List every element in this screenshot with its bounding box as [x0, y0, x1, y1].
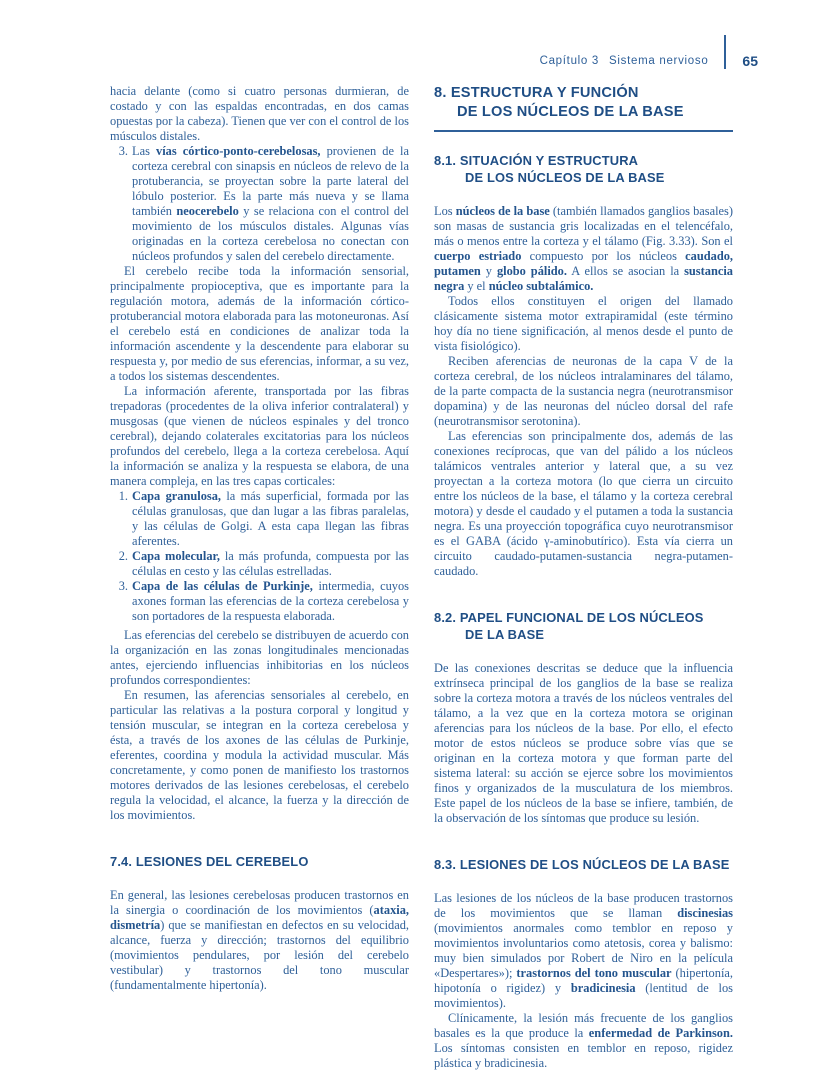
paragraph-parkinson — [434, 1011, 733, 1071]
paragraph-discinesias — [434, 891, 733, 1011]
term-ataxia-dismetria: ataxia, dismetría — [110, 903, 409, 932]
paragraph-eferencias-base: Las eferencias son principalmente dos, además de las conexiones recíprocas, que van del pálido a los núcleos talámicos ventrales anterior y lateral que, a su vez proyectan a la corteza motora (lo que cierra un circuito entre los núcleos de la base, el tálamo y la corteza cerebral motora) y desde el caudado y el putamen a toda la sustancia negra. Es una proyección topográfica cuyo neurotransmisor es el GABA (ácido γ-aminobutírico). Esta vía cierra un circuito caudado-putamen-sustancia negra-putamen-caudado. — [434, 429, 733, 579]
paragraph-resumen: En resumen, las aferencias sensoriales al cerebelo, en particular las relativas a la postura corporal y longitud y tensión muscular, se integran en la corteza cerebelosa y ésta, a través de los axones de las células de Purkinje, eferentes, coordina y modula la actividad muscular. Más concretamente, y como ponen de manifiesto los trastornos motores derivados de las lesiones cerebelosas, el cerebelo regula la velocidad, el alcance, la fuerza y la dirección de los movimientos. — [110, 688, 409, 822]
text-run: Las lesiones de los núcleos de la base producen trastornos de los movimientos que se llaman — [434, 891, 733, 921]
text-run: Clínicamente, la lesión más frecuente de los ganglios basales es la que produce la — [434, 1011, 733, 1041]
right-column — [434, 84, 733, 1071]
list-item-number: 3. — [118, 144, 128, 158]
list-item-lead: Las — [132, 144, 156, 158]
paragraph-nucleos-base — [434, 204, 733, 294]
left-column — [110, 84, 409, 993]
paragraph-extrapiramidal: Todos ellos constituyen el origen del llamado clásicamente sistema motor extrapiramidal (este término hoy día no tiene significación, al menos desde el punto de vista fisiológico). — [434, 294, 733, 354]
paragraph-papel-funcional: De las conexiones descritas se deduce que la influencia extrínseca principal de los ganglios de la base se realiza sobre la corteza motora a través de los núcleos ventrales del tálamo, a la vez que en la corteza motora se originan aferencias para los núcleos de la base. Por ello, el efecto motor de estos núcleos se produce sobre vías que se originan en la corteza motora y que forman parte del sistema lateral: su acción se ejerce sobre los movimientos finos y organizados de la musculatura de los miembros. Este papel de los núcleos de la base se infiere, también, de la observación de los síntomas que produce su lesión. — [434, 661, 733, 826]
paragraph-lesiones-text-1: En general, las lesiones cerebelosas producen trastornos en la sinergia o coordinación de los movimientos ( — [110, 888, 409, 917]
heading-8-1-line1: SITUACIÓN Y ESTRUCTURA — [459, 153, 639, 169]
heading-8-number: 8. — [434, 85, 447, 101]
list-item-number: 1. — [118, 489, 128, 503]
heading-8-underline — [434, 130, 733, 132]
text-run: y — [480, 264, 497, 279]
heading-8-2-number: 8.2. — [434, 610, 457, 626]
text-run: (lentitud de los movimientos). — [434, 981, 733, 1011]
text-run: Los síntomas consisten en temblor en reposo, rigidez plástica y bradicinesia. — [434, 1041, 733, 1071]
term-globo-palido: globo pálido. — [496, 264, 567, 279]
term-sustancia-negra: sustancia negra — [434, 264, 733, 294]
heading-8-line1: ESTRUCTURA Y FUNCIÓN — [450, 85, 639, 101]
term-capa-purkinje: Capa de las células de Purkinje, — [132, 579, 313, 593]
heading-8-3-number: 8.3. — [434, 857, 457, 873]
paragraph-aferencias: Reciben aferencias de neuronas de la capa V de la corteza cerebral, de los núcleos intralaminares del tálamo, de la parte compacta de la sustancia negra (neurotransmisor dopamina) y de las neuronas del núcleo dorsal del rafe (neurotransmisor serotonina). — [434, 354, 733, 429]
heading-8-1 — [434, 152, 733, 186]
header-section-label: Sistema nervioso — [609, 55, 709, 67]
term-nucleos-de-la-base: núcleos de la base — [455, 204, 550, 219]
list-item-text-2: y se relaciona con el control del movimiento de los músculos distales. Algunas vías originadas en la corteza cerebelosa no conectan con núcleos profundos y salen del cerebelo directamente. — [132, 204, 410, 263]
heading-7-4 — [110, 853, 409, 870]
spacer — [434, 826, 733, 856]
term-discinesias: discinesias — [677, 906, 733, 921]
term-nucleo-subtalamico: núcleo subtalámico. — [488, 279, 594, 294]
header-chapter-label: Capítulo 3 — [539, 55, 600, 67]
text-run: A ellos se asocian la — [566, 264, 685, 279]
text-run: (también llamados ganglios basales) son masas de sustancia gris localizadas en el telencéfalo, más o menos entre la corteza y el tálamo (Fig. 3.33). Son el — [434, 204, 733, 249]
heading-8-2-line2: DE LA BASE — [465, 627, 545, 643]
list-item — [110, 144, 409, 264]
heading-8-1-number: 8.1. — [434, 153, 457, 169]
spacer — [434, 873, 733, 891]
term-capa-molecular: Capa molecular, — [132, 549, 221, 563]
paragraph-informacion-aferente: La información aferente, transportada por las fibras trepadoras (procedentes de la oliva inferior contralateral) y musgosas (que vienen de núcleos espinales y del tronco cerebral), dejando colaterales excitatorias para los núcleos profundos del cerebelo, llega a la corteza cerebelosa. Aquí la información se analiza y la respuesta se elabora, de una manera compleja, en las tres capas corticales: — [110, 384, 409, 488]
term-caudado-putamen: caudado, putamen — [434, 249, 734, 279]
list-item-number: 3. — [118, 579, 128, 593]
term-neocerebelo: neocerebelo — [176, 204, 239, 218]
term-bradicinesia: bradicinesia — [570, 981, 636, 996]
header-divider-rule — [724, 35, 726, 69]
heading-8-2-line1: PAPEL FUNCIONAL DE LOS NÚCLEOS — [459, 610, 704, 626]
spacer — [434, 579, 733, 609]
heading-8 — [434, 84, 733, 122]
heading-8-2 — [434, 609, 733, 643]
heading-8-3-title: LESIONES DE LOS NÚCLEOS DE LA BASE — [459, 857, 730, 873]
page-number: 65 — [742, 53, 758, 69]
text-run: (hipertonía, hipotonía o rigidez) y — [434, 966, 733, 996]
heading-7-4-number: 7.4. — [110, 854, 133, 869]
term-cuerpo-estriado: cuerpo estriado — [434, 249, 522, 264]
paragraph-cerebelo-recibe: El cerebelo recibe toda la información sensorial, principalmente propioceptiva, que es importante para la regulación motora, además de la información córtico-protuberancial motora elaborada para las motoneuronas. Así el cerebelo está en condiciones de analizar toda la información ascendente y la descendente para elaborar su respuesta y, por medio de sus eferencias, informar, a su vez, a todos los sistemas descendentes. — [110, 264, 409, 383]
list-item-text: la más superficial, formada por las células granulosas, que dan lugar a las fibras paralelas, y las células de Golgi. A esta capa llegan las fibras aferentes. — [132, 489, 409, 548]
term-enfermedad-de-parkinson: enfermedad de Parkinson. — [588, 1026, 733, 1041]
list-item-text: la más profunda, compuesta por las células en cesto y las células estrelladas. — [132, 549, 409, 578]
list-item — [110, 549, 409, 579]
term-trastornos-tono-muscular: trastornos del tono muscular — [516, 966, 672, 981]
text-run: (movimientos anormales como temblor en reposo y movimientos involuntarios como atetosis, corea y balismo: muy bien simulados por Robert de Niro en la película «Despertares»); — [434, 921, 733, 981]
spacer — [110, 823, 409, 853]
heading-8-line2: DE LOS NÚCLEOS DE LA BASE — [457, 104, 684, 120]
spacer — [434, 186, 733, 204]
heading-8-3 — [434, 856, 733, 873]
list-item-text: intermedia, cuyos axones forman las eferencias de la corteza cerebelosa y son portadores de la respuesta elaborada. — [132, 579, 409, 623]
paragraph-lesiones-cerebelo — [110, 888, 409, 993]
list-item-number: 2. — [118, 549, 128, 563]
list-capas-corticales — [110, 489, 409, 624]
text-run: y el — [464, 279, 489, 294]
running-header — [540, 44, 758, 78]
text-run: compuesto por los núcleos — [521, 249, 686, 264]
text-run: Los — [434, 204, 456, 219]
spacer — [434, 643, 733, 661]
paragraph-eferencias: Las eferencias del cerebelo se distribuyen de acuerdo con la organización en las zonas longitudinales mencionadas antes, ejerciendo influencias inhibitorias en los núcleos profundos correspondientes: — [110, 628, 409, 687]
list-item-text-1: provienen de la corteza cerebral con sinapsis en núcleos de relevo de la protuberancia, se proyectan sobre la parte lateral del lóbulo posterior. Es la parte más nueva y se llama también — [132, 144, 409, 218]
list-item — [110, 489, 409, 549]
spacer — [110, 870, 409, 888]
list-vias — [110, 144, 409, 264]
paragraph-continued: hacia delante (como si cuatro personas durmieran, de costado y con las espaldas encontradas, en dos camas opuestas por la cabeza). Tienen que ver con el control de los músculos distales. — [110, 84, 409, 143]
heading-7-4-title: LESIONES DEL CEREBELO — [135, 854, 309, 869]
paragraph-lesiones-text-2: ) que se manifiestan en defectos en su velocidad, alcance, fuerza y dirección; trastornos del equilibrio (movimientos pendulares, por lesión del cerebelo vestibular) y trastornos del tono muscular (fundamentalmente hipertonía). — [110, 918, 409, 992]
list-item — [110, 579, 409, 624]
term-capa-granulosa: Capa granulosa, — [132, 489, 222, 503]
term-vias-cortico-ponto-cerebelosas: vías córtico-ponto-cerebelosas, — [156, 144, 321, 158]
heading-8-1-line2: DE LOS NÚCLEOS DE LA BASE — [465, 170, 665, 186]
